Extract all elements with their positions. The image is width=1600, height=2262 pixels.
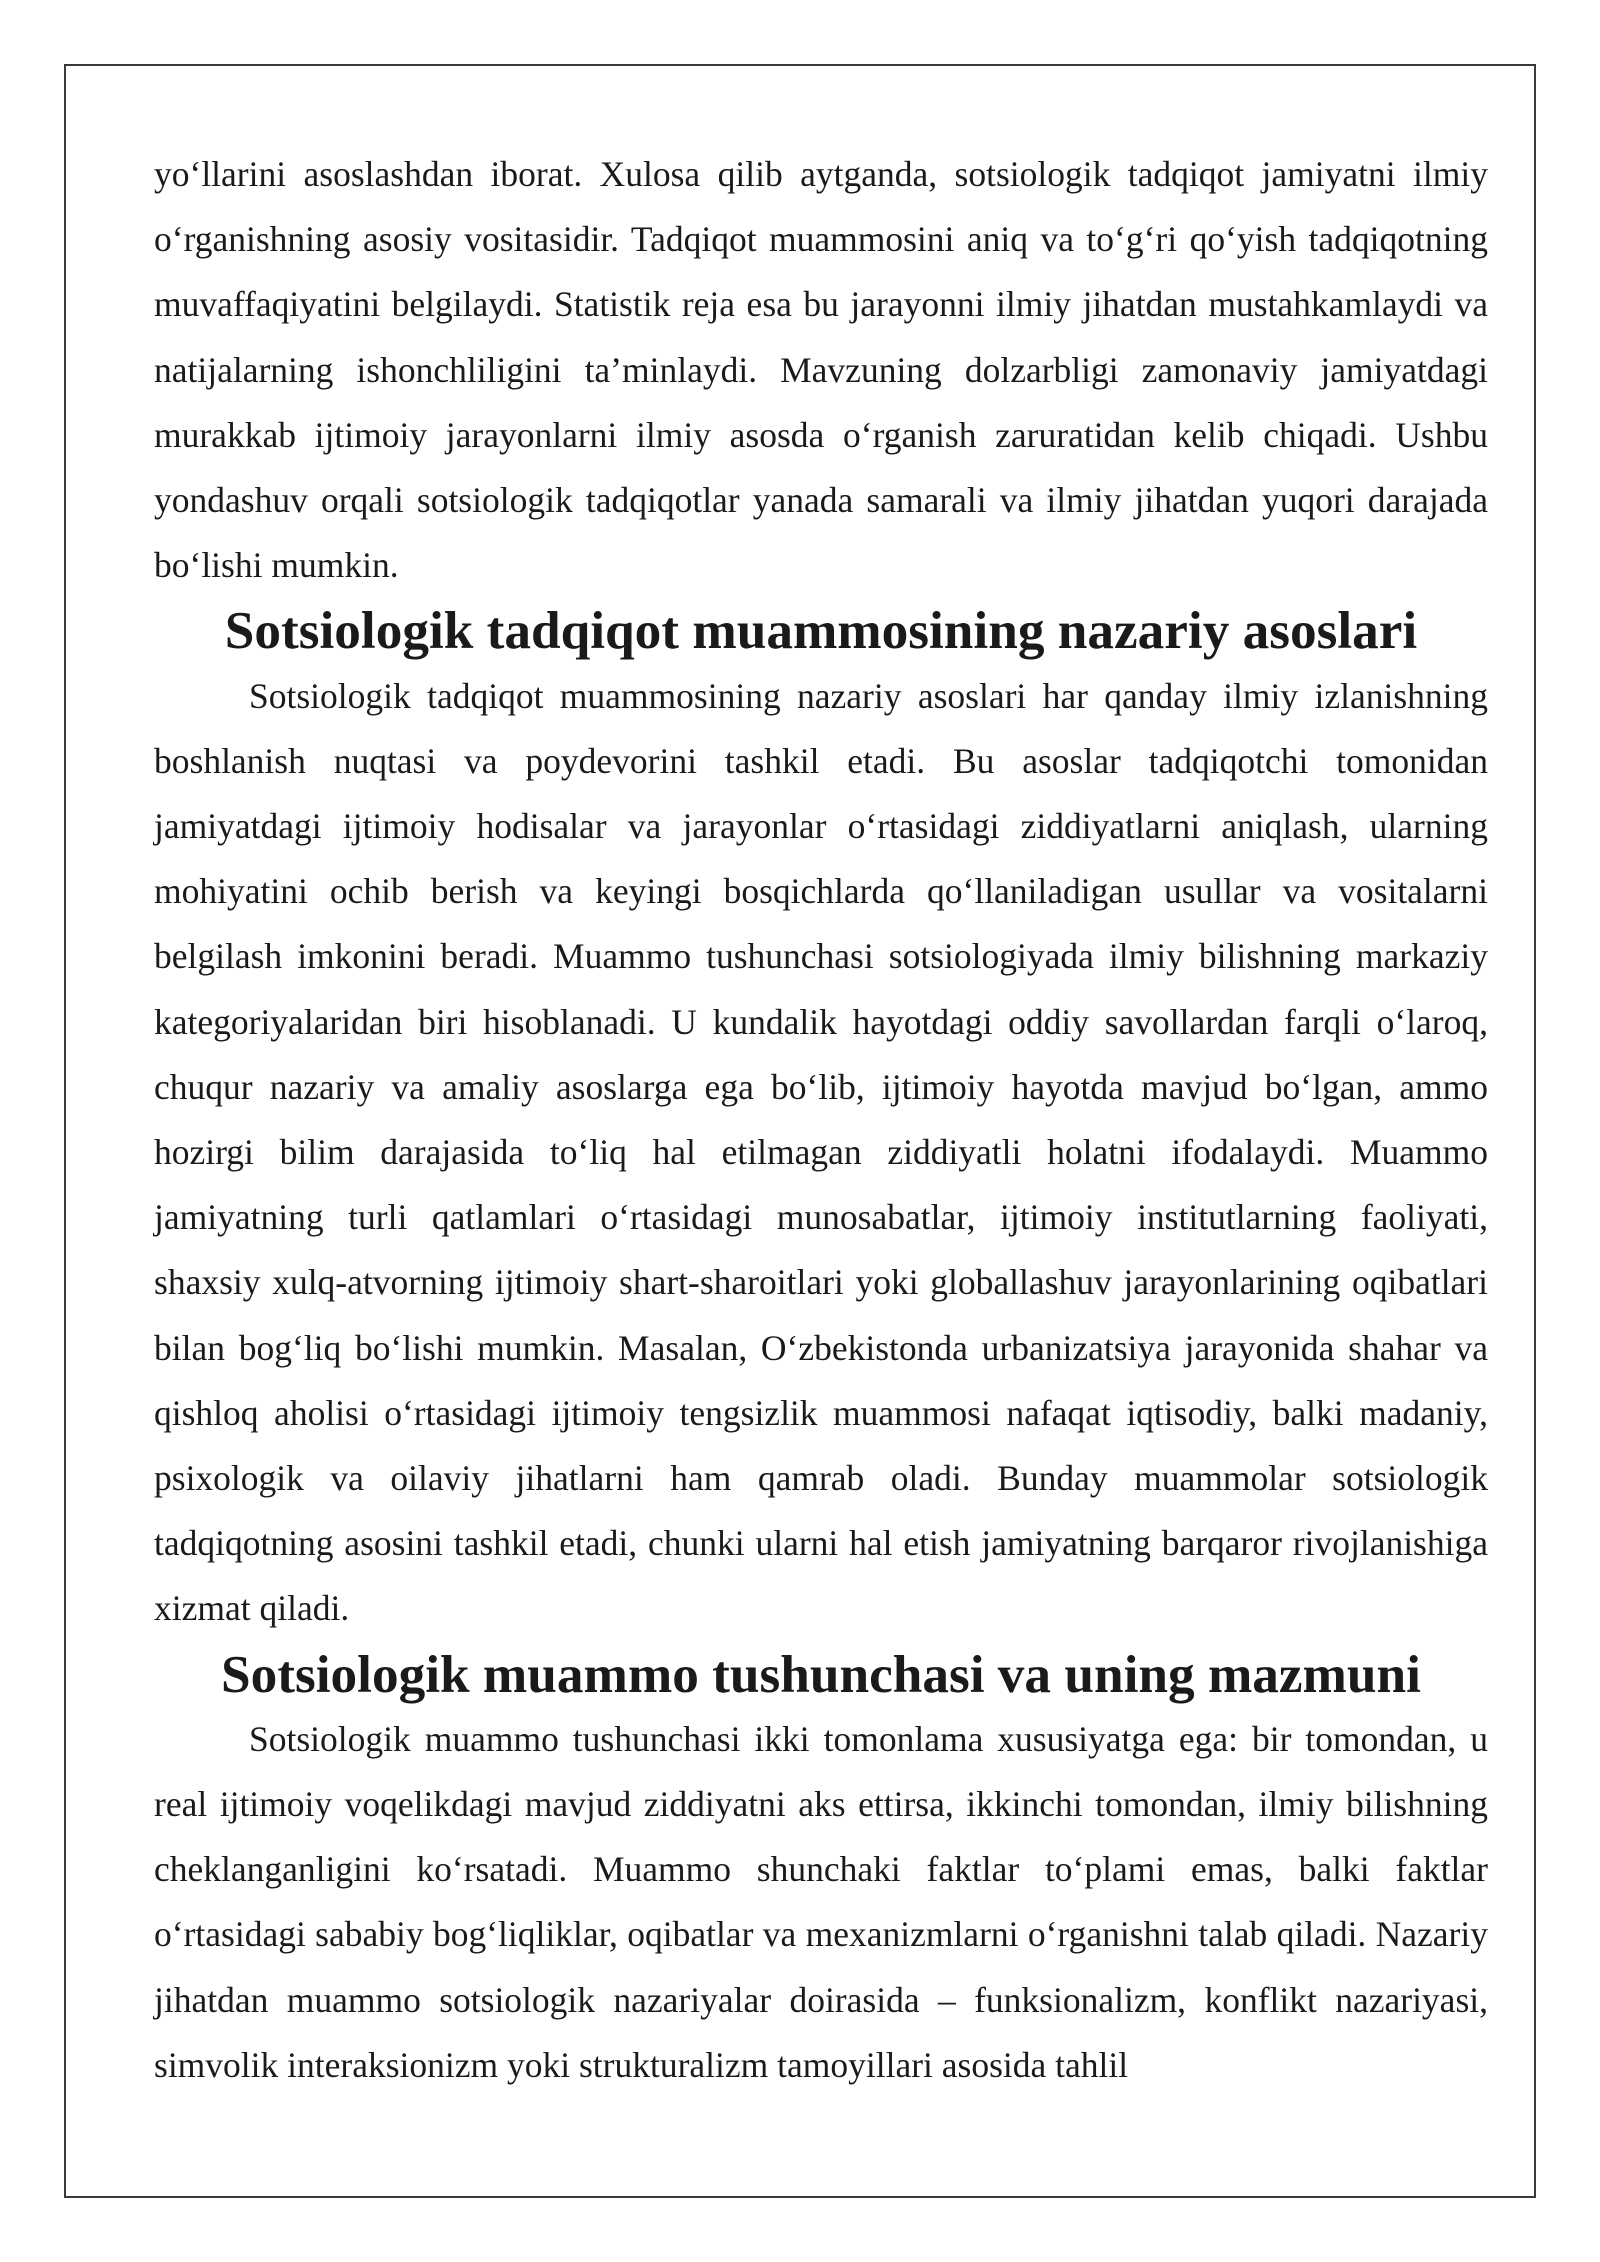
paragraph-intro-continuation: yo‘llarini asoslashdan iborat. Xulosa qilib aytganda, sotsiologik tadqiqot jamiyatni ilmiy o‘rganishning asosiy vositasidir. Tadqiqot muammosini aniq va to‘g‘ri qo‘yish tadqiqotning muvaffaqiyatini belgilaydi. Statistik reja esa bu jarayonni ilmiy jihatdan mustahkamlaydi va natijalarning ishonchliligini ta’minlaydi. Mavzuning dolzarbligi zamonaviy jamiyatdagi murakkab ijtimoiy jarayonlarni ilmiy asosda o‘rganish zaruratidan kelib chiqadi. Ushbu yondashuv orqali sotsiologik tadqiqotlar yanada samarali va ilmiy jihatdan yuqori darajada bo‘lishi mumkin.	[154, 154, 1488, 586]
section-heading-theoretical-foundations: Sotsiologik tadqiqot muammosining nazariy asoslari	[224, 601, 1418, 661]
section-heading-problem-concept: Sotsiologik muammo tushunchasi va uning mazmuni	[221, 1644, 1421, 1704]
document-body	[154, 142, 1488, 2098]
paragraph-theoretical-foundations: Sotsiologik tadqiqot muammosining nazariy asoslari har qanday ilmiy izlanishning boshlanish nuqtasi va poydevorini tashkil etadi. Bu asoslar tadqiqotchi tomonidan jamiyatdagi ijtimoiy hodisalar va jarayonlar o‘rtasidagi ziddiyatlarni aniqlash, ularning mohiyatini ochib berish va keyingi bosqichlarda qo‘llaniladigan usullar va vositalarni belgilash imkonini beradi. Muammo tushunchasi sotsiologiyada ilmiy bilishning markaziy kategoriyalaridan biri hisoblanadi. U kundalik hayotdagi oddiy savollardan farqli o‘laroq, chuqur nazariy va amaliy asoslarga ega bo‘lib, ijtimoiy hayotda mavjud bo‘lgan, ammo hozirgi bilim darajasida to‘liq hal etilmagan ziddiyatli holatni ifodalaydi. Muammo jamiyatning turli qatlamlari o‘rtasidagi munosabatlar, ijtimoiy institutlarning faoliyati, shaxsiy xulq-atvorning ijtimoiy shart-sharoitlari yoki globallashuv jarayonlarining oqibatlari bilan bog‘liq bo‘lishi mumkin. Masalan, O‘zbekistonda urbanizatsiya jarayonida shahar va qishloq aholisi o‘rtasidagi ijtimoiy tengsizlik muammosi nafaqat iqtisodiy, balki madaniy, psixologik va oilaviy jihatlarni ham qamrab oladi. Bunday muammolar sotsiologik tadqiqotning asosini tashkil etadi, chunki ularni hal etish jamiyatning barqaror rivojlanishiga xizmat qiladi.	[154, 675, 1488, 1629]
paragraph-problem-concept: Sotsiologik muammo tushunchasi ikki tomonlama xususiyatga ega: bir tomondan, u real ijtimoiy voqelikdagi mavjud ziddiyatni aks ettirsa, ikkinchi tomondan, ilmiy bilishning cheklanganligini ko‘rsatadi. Muammo shunchaki faktlar to‘plami emas, balki faktlar o‘rtasidagi sababiy bog‘liqliklar, oqibatlar va mexanizmlarni o‘rganishni talab qiladi. Nazariy jihatdan muammo sotsiologik nazariyalar doirasida – funksionalizm, konflikt nazariyasi, simvolik interaksionizm yoki strukturalizm tamoyillari asosida tahlil	[154, 1718, 1488, 2085]
